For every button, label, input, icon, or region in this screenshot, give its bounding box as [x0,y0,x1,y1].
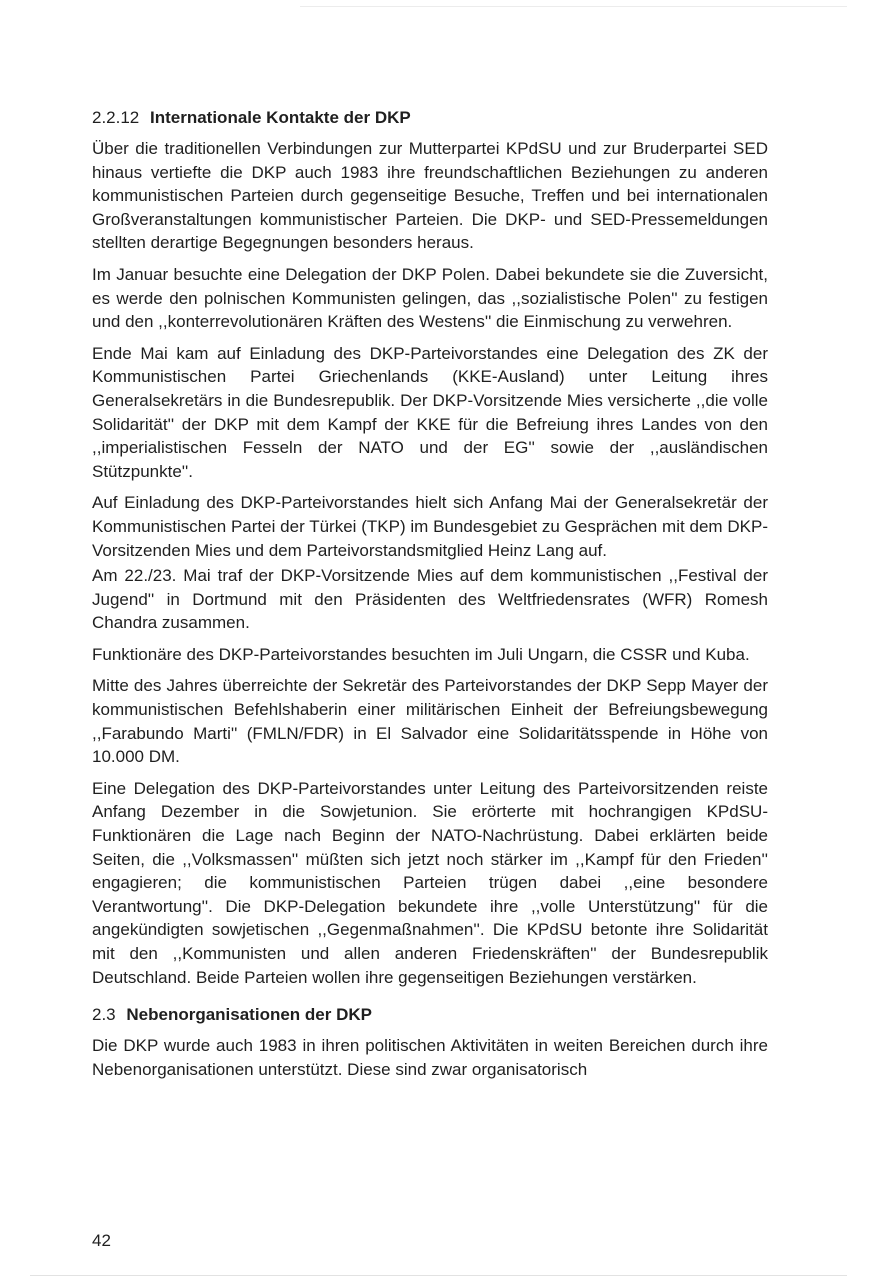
paragraph: Die DKP wurde auch 1983 in ihren politischen Aktivitäten in weiten Bereichen durch ihre Nebenorganisationen unterstützt. Diese sind zwar organisatorisch [92,1036,768,1079]
document-page [92,106,768,1089]
section-title: Internationale Kontakte der DKP [150,108,411,127]
scan-edge-top [300,6,847,7]
section-heading [92,1003,768,1026]
section-number: 2.3 [92,1005,116,1025]
paragraph: Eine Delegation des DKP-Parteivorstandes unter Leitung des Parteivorsitzenden reiste Anfang Dezember in die Sowjetunion. Sie erörterte mit hochrangigen KPdSU-Funktionären die Lage nach Beginn der NATO-Nachrüstung. Dabei erklärten beide Seiten, die ,,Volksmassen'' müßten sich jetzt noch stärker im ,,Kampf für den Frieden'' engagieren; die kommunistischen Parteien trügen dabei ,,eine besondere Verantwortung''. Die DKP-Delegation bekundete ihre ,,volle Unterstützung'' für die angekündigten sowjetischen ,,Gegenmaßnahmen''. Die KPdSU betonte ihre Solidarität mit den ,,Kommunisten und allen anderen Friedenskräften'' der Bundesrepublik Deutschland. Beide Parteien wollen ihre gegenseitigen Beziehungen verstärken. [92,778,768,987]
section-number: 2.2.12 [92,108,140,127]
scan-edge-bottom [30,1275,847,1276]
paragraph: Im Januar besuchte eine Delegation der DKP Polen. Dabei bekundete sie die Zuversicht, es werde den polnischen Kommunisten gelingen, das ,,sozialistische Polen'' zu festigen und den ,,konterrevolutionären Kräften des Westens'' die Einmischung zu verwehren. [92,264,768,332]
paragraph: Auf Einladung des DKP-Parteivorstandes hielt sich Anfang Mai der Generalsekretär der Kommunistischen Partei der Türkei (TKP) im Bundesgebiet zu Gesprächen mit dem DKP-Vorsitzenden Mies und dem Parteivorstandsmitglied Heinz Lang auf. [92,493,768,560]
paragraph: Mitte des Jahres überreichte der Sekretär des Parteivorstandes der DKP Sepp Mayer der kommunistischen Befehlshaberin einer militärischen Einheit der Befreiungsbewegung ,,Farabundo Marti'' (FMLN/FDR) in El Salvador eine Solidaritätsspende in Höhe von 10.000 DM. [92,676,768,767]
page-number: 42 [92,1231,111,1250]
section-title: Nebenorganisationen der DKP [126,1005,372,1025]
section-heading [92,106,768,129]
paragraph: Funktionäre des DKP-Parteivorstandes besuchten im Juli Ungarn, die CSSR und Kuba. [92,644,750,664]
paragraph: Ende Mai kam auf Einladung des DKP-Parteivorstandes eine Delegation des ZK der Kommunistischen Partei Griechenlands (KKE-Ausland) unter Leitung ihres Generalsekretärs in die Bundesrepublik. Der DKP-Vorsitzende Mies versicherte ,,die volle Solidarität'' der DKP mit dem Kampf der KKE für die Befreiung ihres Landes von den ,,imperialistischen Fesseln der NATO und der EG'' sowie der ,,ausländischen Stützpunkte''. [92,343,768,481]
paragraph: Am 22./23. Mai traf der DKP-Vorsitzende Mies auf dem kommunistischen ,,Festival der Jugend'' in Dortmund mit den Präsidenten des Weltfriedensrates (WFR) Romesh Chandra zusammen. [92,566,768,633]
paragraph: Über die traditionellen Verbindungen zur Mutterpartei KPdSU und zur Bruderpartei SED hinaus vertiefte die DKP auch 1983 ihre freundschaftlichen Beziehungen zu anderen kommunistischen Parteien durch gegenseitige Besuche, Treffen und bei internationalen Großveranstaltungen kommunistischer Parteien. Die DKP- und SED-Pressemeldungen stellten derartige Begegnungen besonders heraus. [92,139,768,253]
